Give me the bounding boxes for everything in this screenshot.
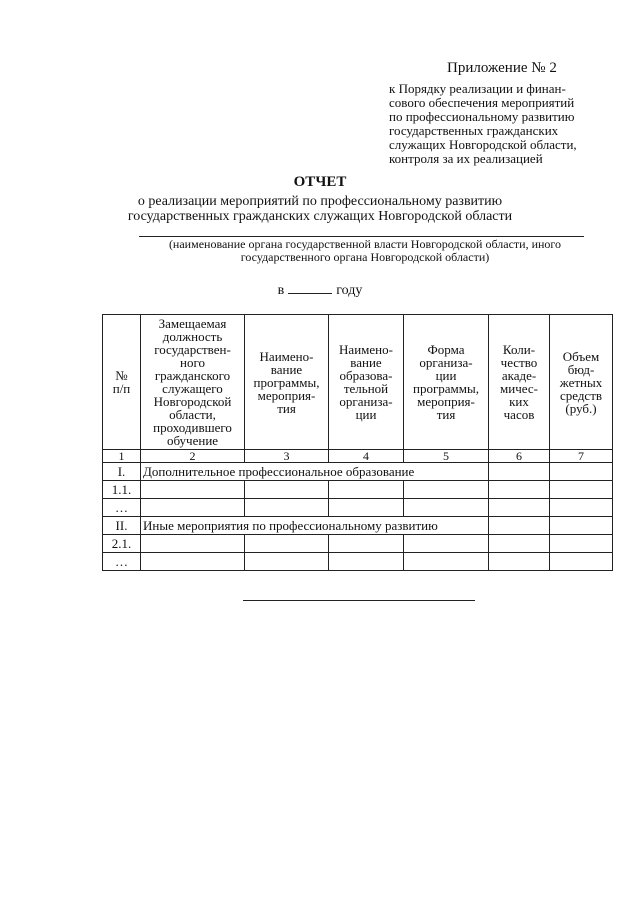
table-cell (404, 535, 489, 553)
header-col-form (404, 315, 489, 450)
header-line: вание (350, 355, 382, 370)
table-cell (489, 463, 550, 481)
header-line: чество (500, 355, 538, 370)
table-cell (550, 517, 613, 535)
appendix-line: служащих Новгородской области, (389, 137, 577, 152)
header-line: служащего (162, 381, 223, 396)
header-line: тия (277, 400, 296, 416)
header-line: программы, (413, 381, 479, 396)
table-cell (141, 553, 245, 571)
table-cell (489, 553, 550, 571)
table-cell (489, 535, 550, 553)
appendix-line: контроля за их реализацией (389, 151, 543, 166)
header-line: ции (355, 407, 377, 422)
header-line: образова- (339, 368, 393, 383)
header-line: ции (435, 368, 457, 383)
column-number: 5 (404, 450, 489, 463)
table-cell (141, 481, 245, 499)
header-line: программы, (253, 374, 320, 390)
header-col-budget (550, 315, 613, 450)
table-cell (550, 535, 613, 553)
header-line: тельной (343, 381, 389, 396)
table-cell (489, 481, 550, 499)
section-row (103, 463, 613, 481)
row-number: … (103, 553, 141, 571)
column-number: 2 (141, 450, 245, 463)
table-cell (404, 499, 489, 517)
header-line: Коли- (502, 342, 536, 357)
header-line: должность (162, 329, 223, 344)
header-line: акаде- (501, 368, 537, 383)
table-cell (550, 481, 613, 499)
report-subtitle-line: государственных гражданских служащих Новгородской области (127, 209, 513, 224)
header-line: Замещаемая (158, 316, 227, 331)
header-line: тия (436, 407, 456, 422)
header-line: Новгородской (153, 394, 232, 409)
table-cell (141, 535, 245, 553)
report-table (102, 314, 613, 571)
header-line: государствен- (154, 342, 231, 357)
table-cell (245, 535, 329, 553)
section-row (103, 517, 613, 535)
row-number: 2.1. (103, 535, 141, 553)
header-line: Форма (427, 342, 465, 357)
header-col-hours (489, 315, 550, 450)
header-line: области, (169, 407, 216, 422)
header-line: средств (559, 387, 603, 403)
appendix-title: Приложение № 2 (447, 60, 557, 76)
appendix-line: сового обеспечения мероприятий (389, 95, 575, 110)
table-cell (550, 463, 613, 481)
section-number: I. (103, 463, 141, 481)
table-cell (329, 481, 404, 499)
table-row (103, 553, 613, 571)
year-blank (288, 281, 332, 294)
header-line: п/п (112, 381, 131, 396)
column-number: 7 (550, 450, 613, 463)
header-line: организа- (419, 355, 473, 370)
header-line: Наимено- (339, 342, 393, 357)
header-line: бюд- (567, 361, 595, 377)
table-cell (329, 553, 404, 571)
table-cell (550, 553, 613, 571)
section-title: Иные мероприятия по профессиональному развитию (141, 517, 489, 535)
section-title: Дополнительное профессиональное образование (141, 463, 489, 481)
header-col-number (103, 315, 141, 450)
header-line: Объем (562, 348, 600, 364)
table-row (103, 535, 613, 553)
header-line: ного (180, 355, 205, 370)
table-row (103, 499, 613, 517)
header-line: часов (503, 407, 535, 422)
header-lines (247, 350, 326, 415)
column-number: 3 (245, 450, 329, 463)
header-lines (491, 343, 547, 421)
appendix-line: к Порядку реализации и финан- (389, 81, 566, 96)
table-cell (245, 553, 329, 571)
report-subtitle-line: о реализации мероприятий по профессиональному развитию (137, 194, 503, 209)
header-line: вание (270, 361, 303, 377)
row-number: 1.1. (103, 481, 141, 499)
report-title: ОТЧЕТ (293, 174, 347, 190)
header-line: мероприя- (257, 387, 316, 403)
column-number: 4 (329, 450, 404, 463)
header-lines (552, 350, 610, 415)
header-lines (331, 343, 401, 421)
header-col-program (245, 315, 329, 450)
table-cell (245, 499, 329, 517)
table-cell (550, 499, 613, 517)
table-cell (489, 499, 550, 517)
report-subtitle (0, 194, 640, 224)
column-numbers-row (103, 450, 613, 463)
table-cell (329, 535, 404, 553)
table-cell (404, 553, 489, 571)
header-line: обучение (166, 433, 219, 448)
header-line: проходившего (153, 420, 232, 435)
table-cell (329, 499, 404, 517)
section-number: II. (103, 517, 141, 535)
header-line: Наимено- (259, 348, 314, 364)
column-number: 1 (103, 450, 141, 463)
appendix-line: государственных гражданских (389, 123, 559, 138)
header-line: (руб.) (565, 400, 597, 416)
year-line (0, 281, 640, 299)
header-line: жетных (559, 374, 603, 390)
header-line: мероприя- (417, 394, 475, 409)
org-hint-line: государственного органа Новгородской области) (240, 250, 490, 264)
table-row (103, 481, 613, 499)
header-line: гражданского (154, 368, 231, 383)
header-col-position (141, 315, 245, 450)
year-suffix: году (336, 283, 363, 298)
header-lines (143, 317, 242, 447)
table-cell (141, 499, 245, 517)
row-number: … (103, 499, 141, 517)
year-prefix: в (277, 283, 285, 298)
header-line: организа- (339, 394, 393, 409)
table-cell (245, 481, 329, 499)
table-header-row (103, 315, 613, 450)
org-hint-line: (наименование органа государственной власти Новгородской области, иного (168, 237, 562, 251)
table-cell (404, 481, 489, 499)
org-name-hint (100, 238, 630, 264)
header-line: № (115, 368, 128, 383)
header-lines (105, 369, 138, 395)
header-line: ких (509, 394, 529, 409)
appendix-line: по профессиональному развитию (389, 109, 575, 124)
header-col-organization (329, 315, 404, 450)
column-number: 6 (489, 450, 550, 463)
header-lines (406, 343, 486, 421)
footer-divider (243, 600, 475, 601)
appendix-subtitle (389, 82, 619, 166)
header-line: мичес- (500, 381, 538, 396)
table-cell (489, 517, 550, 535)
